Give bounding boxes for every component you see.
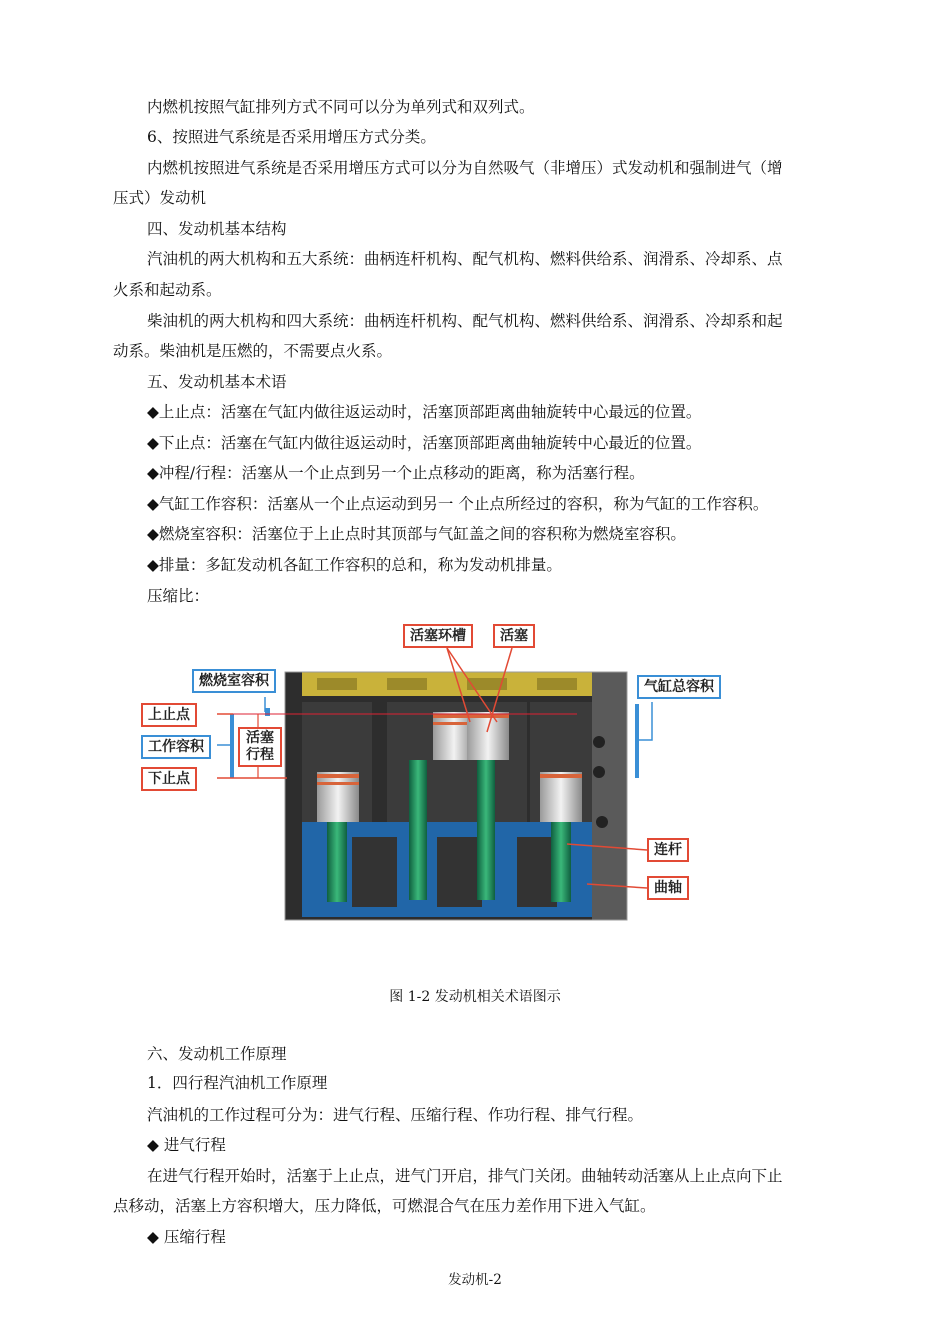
label-total-cylinder-volume: 气缸总容积 — [637, 675, 721, 699]
label-piston-ring-groove: 活塞环槽 — [403, 624, 473, 648]
paragraph: 动系。柴油机是压燃的，不需要点火系。 — [113, 342, 393, 360]
label-piston-stroke: 活塞行程 — [238, 727, 282, 767]
term-item: ◆冲程/行程：活塞从一个止点到另一个止点移动的距离，称为活塞行程。 — [147, 464, 645, 482]
paragraph: 汽油机的工作过程可分为：进气行程、压缩行程、作功行程、排气行程。 — [147, 1106, 644, 1124]
paragraph: 点移动，活塞上方容积增大，压力降低，可燃混合气在压力差作用下进入气缸。 — [113, 1197, 656, 1215]
paragraph: 在进气行程开始时，活塞于上止点，进气门开启，排气门关闭。曲轴转动活塞从上止点向下止 — [147, 1167, 783, 1185]
section-heading: 六、发动机工作原理 — [147, 1045, 287, 1063]
label-tdc: 上止点 — [141, 703, 197, 727]
page-footer: 发动机-2 — [448, 1272, 502, 1288]
label-connecting-rod: 连杆 — [647, 838, 689, 862]
paragraph: 内燃机按照进气系统是否采用增压方式可以分为自然吸气（非增压）式发动机和强制进气（增 — [147, 159, 783, 177]
paragraph: 柴油机的两大机构和四大系统：曲柄连杆机构、配气机构、燃料供给系、润滑系、冷却系和起 — [147, 312, 783, 330]
label-crankshaft: 曲轴 — [647, 876, 689, 900]
paragraph: 火系和起动系。 — [113, 281, 222, 299]
label-piston: 活塞 — [493, 624, 535, 648]
paragraph: 压缩比： — [147, 587, 210, 605]
paragraph: 内燃机按照气缸排列方式不同可以分为单列式和双列式。 — [147, 98, 535, 116]
engine-figure — [137, 622, 737, 922]
term-item: ◆燃烧室容积：活塞位于上止点时其顶部与气缸盖之间的容积称为燃烧室容积。 — [147, 525, 686, 543]
stroke-heading: ◆ 压缩行程 — [147, 1228, 226, 1246]
section-heading: 四、发动机基本结构 — [147, 220, 287, 238]
section-heading: 五、发动机基本术语 — [147, 373, 287, 391]
subsection-heading: 1．四行程汽油机工作原理 — [147, 1074, 328, 1092]
term-item: ◆气缸工作容积：活塞从一个止点运动到另一 个止点所经过的容积，称为气缸的工作容积。 — [147, 495, 769, 513]
paragraph: 压式）发动机 — [113, 189, 207, 207]
label-working-volume: 工作容积 — [141, 735, 211, 759]
stroke-heading: ◆ 进气行程 — [147, 1136, 226, 1154]
term-item: ◆排量：多缸发动机各缸工作容积的总和，称为发动机排量。 — [147, 556, 562, 574]
paragraph: 6、按照进气系统是否采用增压方式分类。 — [147, 128, 436, 146]
paragraph: 汽油机的两大机构和五大系统：曲柄连杆机构、配气机构、燃料供给系、润滑系、冷却系、点 — [147, 250, 783, 268]
term-item: ◆下止点：活塞在气缸内做往返运动时，活塞顶部距离曲轴旋转中心最近的位置。 — [147, 434, 702, 452]
figure-caption: 图 1-2 发动机相关术语图示 — [389, 989, 561, 1005]
label-bdc: 下止点 — [141, 767, 197, 791]
term-item: ◆上止点：活塞在气缸内做往返运动时，活塞顶部距离曲轴旋转中心最远的位置。 — [147, 403, 702, 421]
label-combustion-chamber-volume: 燃烧室容积 — [192, 669, 276, 693]
